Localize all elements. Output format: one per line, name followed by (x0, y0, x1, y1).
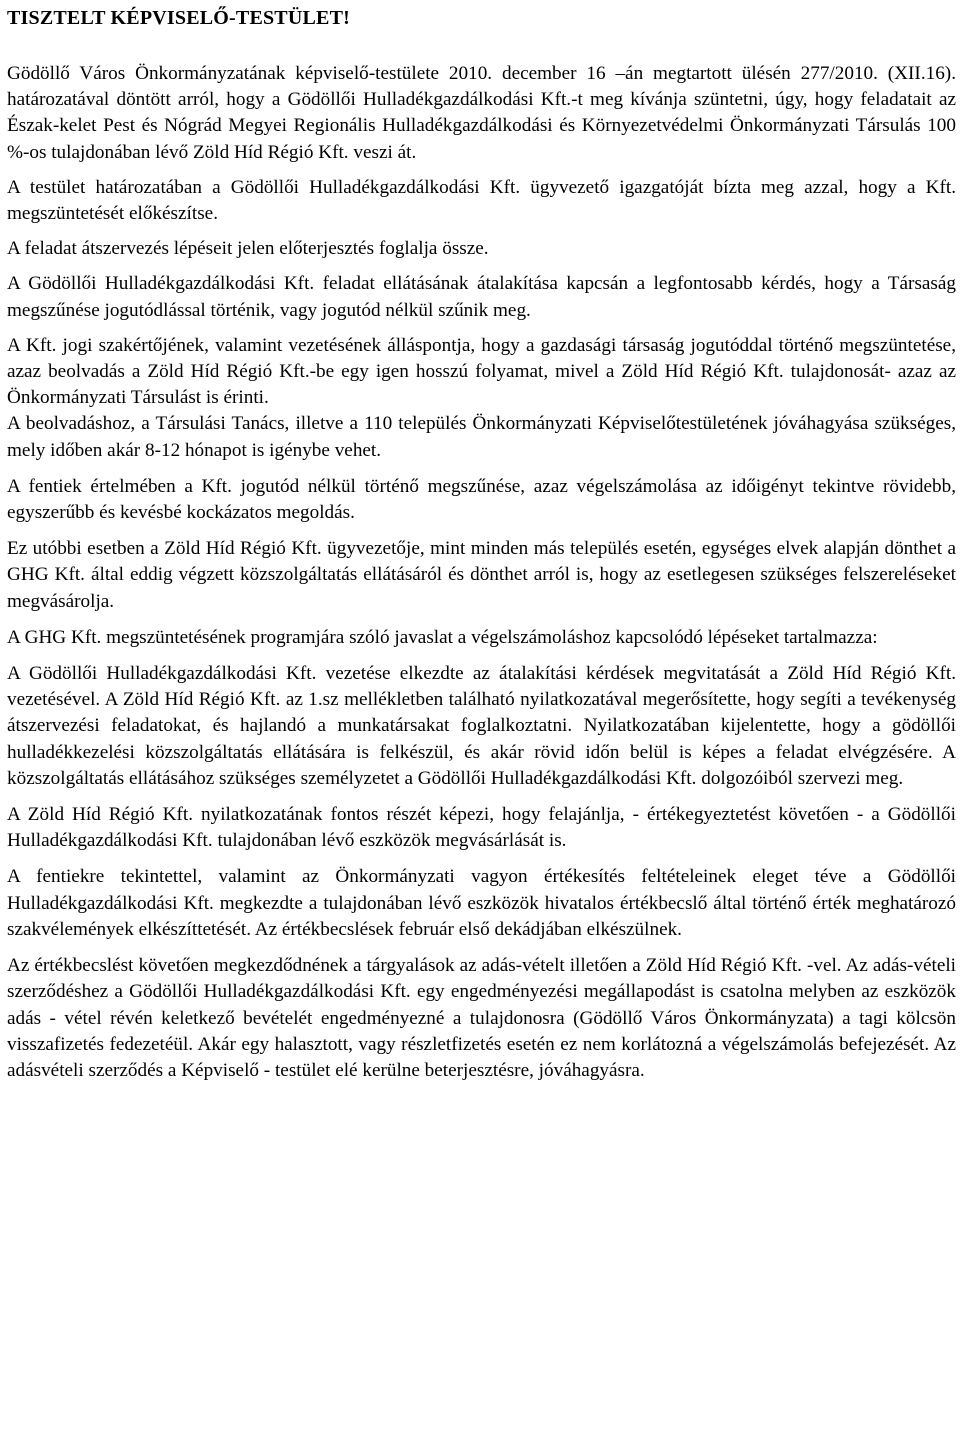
paragraph-sale-agreement: Az értékbecslést követően megkezdődnének a tárgyalások az adás-vételt illetően a Zöld Híd Régió Kft. -vel. Az adás-vételi szerződéshez a Gödöllői Hulladékgazdálkodási Kft. egy engedményezési megállapodást is csatolna melyben az eszközök adás - vétel révén keletkező bevételét engedményezné a tulajdonosra (Gödöllő Város Önkormányzata) a tagi kölcsön visszafizetés fedezetéül. Akár egy halasztott, vagy részletfizetés esetén ez nem korlátozná a végelszámolás befejezését. Az adásvételi szerződés a Képviselő - testület elé kerülne beterjesztésre, jóváhagyásra. (7, 955, 956, 1081)
paragraph-merger-approval: A beolvadáshoz, a Társulási Tanács, illetve a 110 település Önkormányzati Képviselőtestületének jóváhagyása szükséges, mely időben akár 8-12 hónapot is igénybe vehet. (7, 413, 956, 461)
document-page (7, 0, 956, 1084)
paragraph-legal-opinion: A Kft. jogi szakértőjének, valamint vezetésének álláspontja, hogy a gazdasági társaság jogutóddal történő megszüntetése, azaz beolvadás a Zöld Híd Régió Kft.-be egy igen hosszú folyamat, mivel a Zöld Híd Régió Kft. tulajdonosát- azaz az Önkormányzati Társulást is érinti. (7, 334, 956, 409)
paragraph-latter-case: Ez utóbbi esetben a Zöld Híd Régió Kft. ügyvezetője, mint minden más település esetén, egységes elvek alapján dönthet a GHG Kft. által eddig végzett közszolgáltatás ellátásáról és dönthet arról is, hogy az esetlegesen szükséges felszereléseket megvásárolja. (7, 538, 956, 612)
paragraph-liquidation: A fentiek értelmében a Kft. jogutód nélkül történő megszűnése, azaz végelszámolása az időigényt tekintve rövidebb, egyszerűbb és kevésbé kockázatos megoldás. (7, 475, 956, 524)
paragraph-valuation: A fentiekre tekintettel, valamint az Önkormányzati vagyon értékesítés feltételeinek eleget téve a Gödöllői Hulladékgazdálkodási Kft. megkezdte a tulajdonában lévő eszközök hivatalos értékbecslő által történő érték meghatározó szakvélemények elkészíttetését. Az értékbecslések február első dekádjában elkészülnek. (7, 866, 956, 940)
paragraph-resolution: Gödöllő Város Önkormányzatának képviselő-testülete 2010. december 16 –án megtartott ülésén 277/2010. (XII.16). határozatával döntött arról, hogy a Gödöllői Hulladékgazdálkodási Kft.-t meg kívánja szüntetni, úgy, hogy feladatait az Észak-kelet Pest és Nógrád Megyei Regionális Hulladékgazdálkodási és Környezetvédelmi Önkormányzati Társulás 100 %-os tulajdonában lévő Zöld Híd Régió Kft. veszi át. (7, 63, 956, 163)
paragraph-program-proposal: A GHG Kft. megszüntetésének programjára szóló javaslat a végelszámoláshoz kapcsolódó lépéseket tartalmazza: (7, 626, 878, 648)
paragraph-key-question: A Gödöllői Hulladékgazdálkodási Kft. feladat ellátásának átalakítása kapcsán a legfontosabb kérdés, hogy a Társaság megszűnése jogutódlással történik, vagy jogutód nélkül szűnik meg. (7, 273, 956, 321)
document-heading: TISZTELT KÉPVISELŐ-TESTÜLET! (7, 7, 350, 29)
paragraph-asset-offer: A Zöld Híd Régió Kft. nyilatkozatának fontos részét képezi, hogy felajánlja, - értékegyeztetést követően - a Gödöllői Hulladékgazdálkodási Kft. tulajdonában lévő eszközök megvásárlását is. (7, 804, 956, 852)
paragraph-negotiations: A Gödöllői Hulladékgazdálkodási Kft. vezetése elkezdte az átalakítási kérdések megvitatását a Zöld Híd Régió Kft. vezetésével. A Zöld Híd Régió Kft. az 1.sz mellékletben található nyilatkozatával megerősítette, hogy segíti a tevékenység átszervezési feladatokat, és hajlandó a munkatársakat foglalkoztatni. Nyilatkozatában kijelentette, hogy a gödöllői hulladékkezelési közszolgáltatás ellátására is felkészül, és akár rövid időn belül is képes a feladat elvégzésére. A közszolgáltatás ellátásához szükséges személyzetet a Gödöllői Hulladékgazdálkodási Kft. dolgozóiból szervezi meg. (7, 663, 956, 789)
paragraph-summary: A feladat átszervezés lépéseit jelen előterjesztés foglalja össze. (7, 238, 489, 260)
paragraph-mandate: A testület határozatában a Gödöllői Hulladékgazdálkodási Kft. ügyvezető igazgatóját bízta meg azzal, hogy a Kft. megszüntetését előkészítse. (7, 176, 956, 225)
